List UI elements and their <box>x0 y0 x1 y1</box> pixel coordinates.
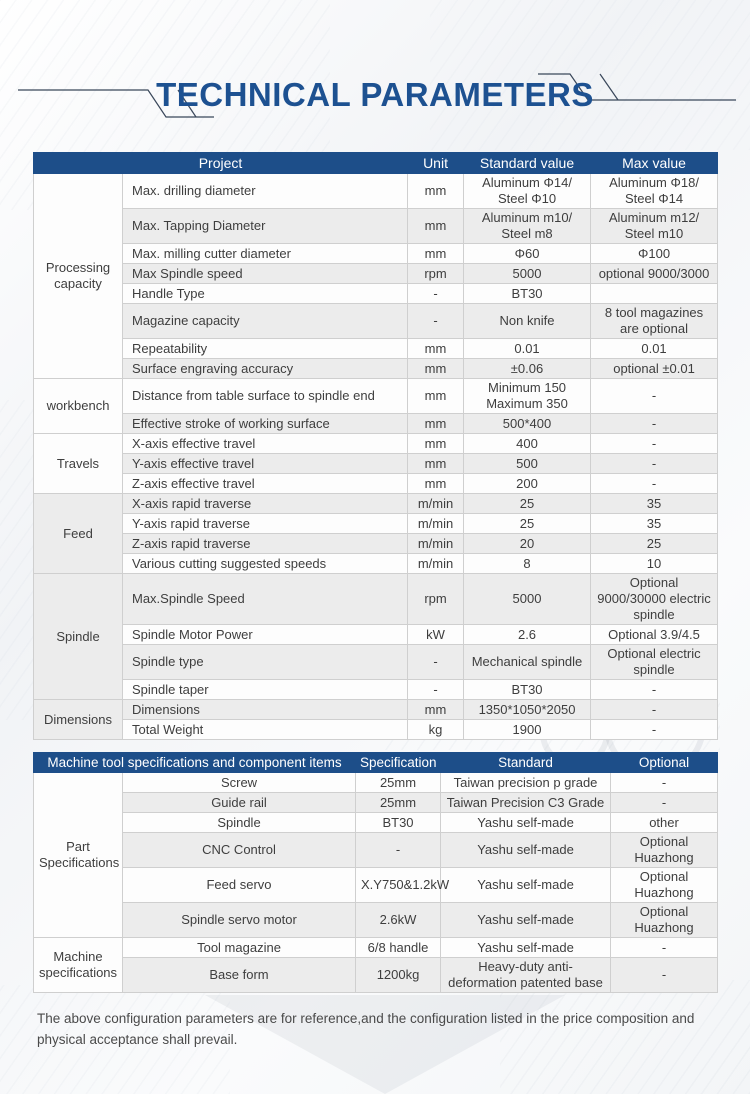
value-cell: 25mm <box>356 773 441 793</box>
value-cell: 5000 <box>464 574 591 625</box>
value-cell: Non knife <box>464 304 591 339</box>
table-row <box>34 359 718 379</box>
item-cell: Surface engraving accuracy <box>123 359 408 379</box>
value-cell: - <box>611 773 718 793</box>
table-row <box>34 414 718 434</box>
item-cell: Z-axis rapid traverse <box>123 534 408 554</box>
value-cell: 6/8 handle <box>356 938 441 958</box>
value-cell: - <box>591 680 718 700</box>
item-cell: Screw <box>123 773 356 793</box>
value-cell: - <box>591 454 718 474</box>
item-cell: Base form <box>123 958 356 993</box>
column-header: Unit <box>408 153 464 174</box>
item-cell: Y-axis effective travel <box>123 454 408 474</box>
value-cell: Φ60 <box>464 244 591 264</box>
value-cell: mm <box>408 174 464 209</box>
group-label-cell: Part Specifications <box>34 773 123 938</box>
table-row <box>34 833 718 868</box>
table-row <box>34 379 718 414</box>
value-cell: rpm <box>408 574 464 625</box>
value-cell: 25 <box>591 534 718 554</box>
group-label-cell: Spindle <box>34 574 123 700</box>
table2-header-row <box>34 753 718 773</box>
value-cell: m/min <box>408 514 464 534</box>
table-row <box>34 625 718 645</box>
table-row <box>34 645 718 680</box>
group-label-cell: workbench <box>34 379 123 434</box>
value-cell: Optional Huazhong <box>611 833 718 868</box>
value-cell: ±0.06 <box>464 359 591 379</box>
group-label-cell: Machine specifications <box>34 938 123 993</box>
value-cell: mm <box>408 454 464 474</box>
value-cell: - <box>611 938 718 958</box>
value-cell: 8 tool magazines are optional <box>591 304 718 339</box>
column-header: Machine tool specifications and component items <box>34 753 356 773</box>
value-cell: 400 <box>464 434 591 454</box>
value-cell: 2.6 <box>464 625 591 645</box>
value-cell: Aluminum Φ14/ Steel Φ10 <box>464 174 591 209</box>
value-cell: Φ100 <box>591 244 718 264</box>
value-cell: Mechanical spindle <box>464 645 591 680</box>
group-label-cell: Travels <box>34 434 123 494</box>
table-row <box>34 938 718 958</box>
page-title: TECHNICAL PARAMETERS <box>156 76 594 113</box>
value-cell: - <box>591 720 718 740</box>
table-row <box>34 304 718 339</box>
value-cell: 25 <box>464 514 591 534</box>
item-cell: Handle Type <box>123 284 408 304</box>
item-cell: Max. drilling diameter <box>123 174 408 209</box>
value-cell: 35 <box>591 494 718 514</box>
column-header: Optional <box>611 753 718 773</box>
value-cell: 1350*1050*2050 <box>464 700 591 720</box>
table-row <box>34 434 718 454</box>
value-cell: - <box>408 304 464 339</box>
table-row <box>34 700 718 720</box>
table-row <box>34 813 718 833</box>
column-header: Standard <box>441 753 611 773</box>
footer-note: The above configuration parameters are for reference,and the configuration listed in the price composition and physical acceptance shall prevail. <box>37 1011 695 1047</box>
value-cell: Yashu self-made <box>441 868 611 903</box>
value-cell: optional 9000/3000 <box>591 264 718 284</box>
item-cell: X-axis rapid traverse <box>123 494 408 514</box>
value-cell: kW <box>408 625 464 645</box>
table1-body <box>34 174 718 740</box>
table-row <box>34 680 718 700</box>
value-cell: 35 <box>591 514 718 534</box>
value-cell: - <box>408 284 464 304</box>
value-cell: 1200kg <box>356 958 441 993</box>
column-header: Max value <box>591 153 718 174</box>
value-cell: 0.01 <box>464 339 591 359</box>
value-cell: 1900 <box>464 720 591 740</box>
value-cell: Optional 3.9/4.5 <box>591 625 718 645</box>
table2-body <box>34 773 718 993</box>
value-cell: mm <box>408 244 464 264</box>
value-cell: - <box>408 680 464 700</box>
value-cell: Taiwan precision p grade <box>441 773 611 793</box>
value-cell: Optional electric spindle <box>591 645 718 680</box>
value-cell: rpm <box>408 264 464 284</box>
table-row <box>34 474 718 494</box>
table-row <box>34 773 718 793</box>
item-cell: CNC Control <box>123 833 356 868</box>
value-cell: 25mm <box>356 793 441 813</box>
item-cell: Magazine capacity <box>123 304 408 339</box>
value-cell: 20 <box>464 534 591 554</box>
group-label-cell: Processing capacity <box>34 174 123 379</box>
table-row <box>34 958 718 993</box>
item-cell: Repeatability <box>123 339 408 359</box>
value-cell: mm <box>408 359 464 379</box>
technical-parameters-table <box>33 152 718 740</box>
value-cell: - <box>408 645 464 680</box>
table1-header-row <box>34 153 718 174</box>
item-cell: Spindle type <box>123 645 408 680</box>
value-cell: optional ±0.01 <box>591 359 718 379</box>
value-cell: BT30 <box>464 680 591 700</box>
table-row <box>34 454 718 474</box>
table-row <box>34 793 718 813</box>
table-row <box>34 264 718 284</box>
item-cell: Spindle Motor Power <box>123 625 408 645</box>
item-cell: Spindle taper <box>123 680 408 700</box>
value-cell: mm <box>408 414 464 434</box>
group-label-cell: Feed <box>34 494 123 574</box>
value-cell: BT30 <box>356 813 441 833</box>
value-cell: mm <box>408 474 464 494</box>
value-cell: X.Y750&1.2kW <box>356 868 441 903</box>
value-cell: 2.6kW <box>356 903 441 938</box>
value-cell: mm <box>408 209 464 244</box>
column-header: Project <box>34 153 408 174</box>
value-cell: 8 <box>464 554 591 574</box>
value-cell: Optional 9000/30000 electric spindle <box>591 574 718 625</box>
value-cell: 5000 <box>464 264 591 284</box>
item-cell: Y-axis rapid traverse <box>123 514 408 534</box>
value-cell: - <box>591 414 718 434</box>
item-cell: Z-axis effective travel <box>123 474 408 494</box>
value-cell: 500*400 <box>464 414 591 434</box>
value-cell: 10 <box>591 554 718 574</box>
value-cell: m/min <box>408 534 464 554</box>
item-cell: Various cutting suggested speeds <box>123 554 408 574</box>
value-cell: - <box>591 434 718 454</box>
value-cell: - <box>611 958 718 993</box>
item-cell: Total Weight <box>123 720 408 740</box>
table-row <box>34 554 718 574</box>
value-cell: mm <box>408 339 464 359</box>
value-cell: m/min <box>408 554 464 574</box>
item-cell: Effective stroke of working surface <box>123 414 408 434</box>
background-sketch <box>430 0 750 150</box>
item-cell: Max. milling cutter diameter <box>123 244 408 264</box>
item-cell: Dimensions <box>123 700 408 720</box>
table-row <box>34 868 718 903</box>
table-row <box>34 720 718 740</box>
value-cell: Aluminum Φ18/ Steel Φ14 <box>591 174 718 209</box>
value-cell: - <box>591 379 718 414</box>
value-cell: - <box>611 793 718 813</box>
value-cell: Yashu self-made <box>441 813 611 833</box>
item-cell: Distance from table surface to spindle end <box>123 379 408 414</box>
value-cell: Yashu self-made <box>441 903 611 938</box>
value-cell: 500 <box>464 454 591 474</box>
value-cell: other <box>611 813 718 833</box>
value-cell: Minimum 150 Maximum 350 <box>464 379 591 414</box>
table-row <box>34 339 718 359</box>
value-cell: Taiwan Precision C3 Grade <box>441 793 611 813</box>
table-row <box>34 574 718 625</box>
column-header: Standard value <box>464 153 591 174</box>
table-row <box>34 244 718 264</box>
item-cell: Max Spindle speed <box>123 264 408 284</box>
value-cell: mm <box>408 700 464 720</box>
value-cell: Yashu self-made <box>441 938 611 958</box>
value-cell: Aluminum m12/ Steel m10 <box>591 209 718 244</box>
value-cell: - <box>591 700 718 720</box>
item-cell: Tool magazine <box>123 938 356 958</box>
value-cell: Yashu self-made <box>441 833 611 868</box>
item-cell: Feed servo <box>123 868 356 903</box>
item-cell: Max.Spindle Speed <box>123 574 408 625</box>
table-row <box>34 284 718 304</box>
value-cell <box>591 284 718 304</box>
column-header: Specification <box>356 753 441 773</box>
table-row <box>34 903 718 938</box>
table-row <box>34 494 718 514</box>
table-row <box>34 514 718 534</box>
value-cell: Optional Huazhong <box>611 903 718 938</box>
item-cell: Spindle <box>123 813 356 833</box>
value-cell: BT30 <box>464 284 591 304</box>
value-cell: m/min <box>408 494 464 514</box>
group-label-cell: Dimensions <box>34 700 123 740</box>
table-row <box>34 174 718 209</box>
table-row <box>34 209 718 244</box>
component-specifications-table <box>33 752 718 993</box>
value-cell: kg <box>408 720 464 740</box>
table-row <box>34 534 718 554</box>
value-cell: mm <box>408 379 464 414</box>
value-cell: Heavy-duty anti-deformation patented base <box>441 958 611 993</box>
item-cell: Guide rail <box>123 793 356 813</box>
item-cell: X-axis effective travel <box>123 434 408 454</box>
value-cell: - <box>591 474 718 494</box>
value-cell: mm <box>408 434 464 454</box>
value-cell: 25 <box>464 494 591 514</box>
value-cell: 200 <box>464 474 591 494</box>
value-cell: Optional Huazhong <box>611 868 718 903</box>
value-cell: 0.01 <box>591 339 718 359</box>
item-cell: Max. Tapping Diameter <box>123 209 408 244</box>
value-cell: - <box>356 833 441 868</box>
value-cell: Aluminum m10/ Steel m8 <box>464 209 591 244</box>
item-cell: Spindle servo motor <box>123 903 356 938</box>
